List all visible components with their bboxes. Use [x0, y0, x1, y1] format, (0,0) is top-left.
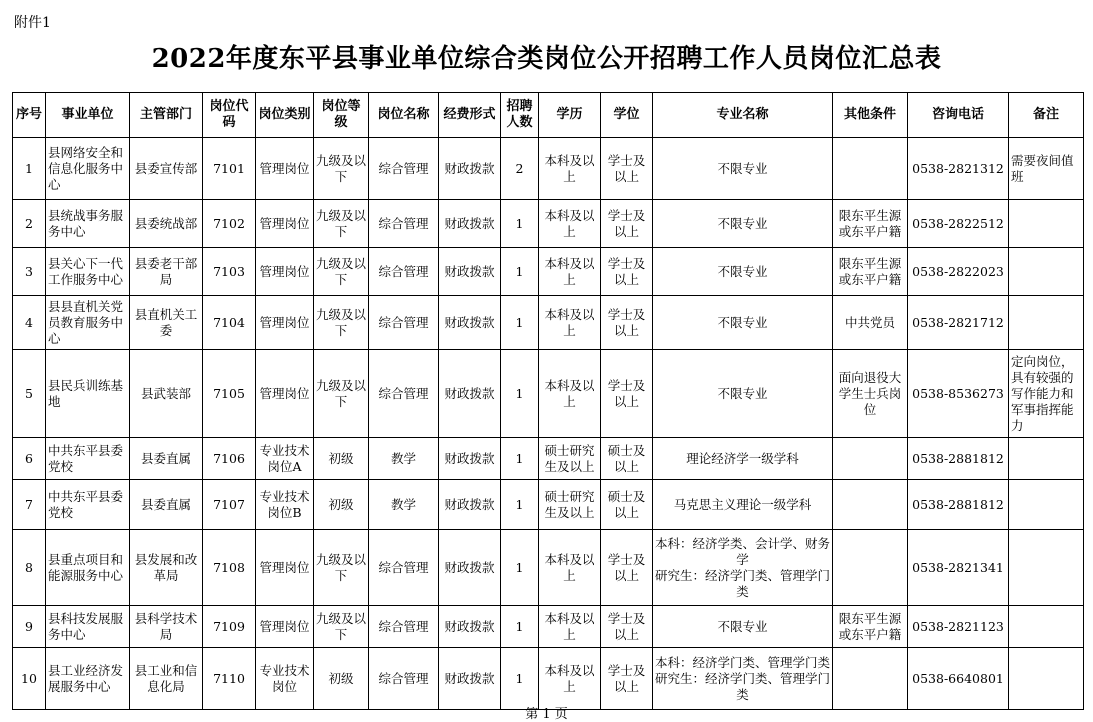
education-cell: 本科及以上	[539, 296, 601, 350]
code-cell: 7102	[203, 200, 256, 248]
code-cell: 7110	[203, 648, 256, 710]
degree-cell: 学士及以上	[601, 530, 653, 606]
positions-table	[12, 92, 1084, 710]
header-cell: 招聘人数	[501, 93, 539, 138]
category-cell: 专业技术岗位A	[256, 438, 314, 480]
header-cell: 序号	[13, 93, 46, 138]
header-cell: 备注	[1009, 93, 1084, 138]
phone-cell: 0538-2822512	[908, 200, 1009, 248]
count-cell: 1	[501, 350, 539, 438]
note-cell	[1009, 648, 1084, 710]
header-cell: 岗位类别	[256, 93, 314, 138]
level-cell: 初级	[314, 438, 369, 480]
count-cell: 2	[501, 138, 539, 200]
level-cell: 九级及以下	[314, 138, 369, 200]
unit-cell: 县统战事务服务中心	[46, 200, 130, 248]
category-cell: 管理岗位	[256, 296, 314, 350]
phone-cell: 0538-2881812	[908, 438, 1009, 480]
row-number: 6	[13, 438, 46, 480]
funding-cell: 财政拨款	[439, 438, 501, 480]
code-cell: 7108	[203, 530, 256, 606]
degree-cell: 学士及以上	[601, 648, 653, 710]
header-cell: 其他条件	[833, 93, 908, 138]
table-row	[13, 648, 1084, 710]
position-name-cell: 综合管理	[369, 296, 439, 350]
education-cell: 本科及以上	[539, 648, 601, 710]
table-row	[13, 606, 1084, 648]
dept-cell: 县武装部	[130, 350, 203, 438]
unit-cell: 县关心下一代工作服务中心	[46, 248, 130, 296]
code-cell: 7104	[203, 296, 256, 350]
category-cell: 管理岗位	[256, 138, 314, 200]
count-cell: 1	[501, 296, 539, 350]
education-cell: 本科及以上	[539, 530, 601, 606]
degree-cell: 学士及以上	[601, 138, 653, 200]
position-name-cell: 综合管理	[369, 138, 439, 200]
header-cell: 岗位代码	[203, 93, 256, 138]
unit-cell: 中共东平县委党校	[46, 480, 130, 530]
header-cell: 学位	[601, 93, 653, 138]
major-cell: 不限专业	[653, 200, 833, 248]
unit-cell: 县工业经济发展服务中心	[46, 648, 130, 710]
degree-cell: 学士及以上	[601, 350, 653, 438]
header-cell: 事业单位	[46, 93, 130, 138]
count-cell: 1	[501, 480, 539, 530]
phone-cell: 0538-2821123	[908, 606, 1009, 648]
note-cell	[1009, 200, 1084, 248]
row-number: 8	[13, 530, 46, 606]
major-cell: 理论经济学一级学科	[653, 438, 833, 480]
dept-cell: 县工业和信息化局	[130, 648, 203, 710]
page-title: 2022年度东平县事业单位综合类岗位公开招聘工作人员岗位汇总表	[151, 44, 942, 74]
table-row	[13, 350, 1084, 438]
category-cell: 管理岗位	[256, 530, 314, 606]
major-cell: 不限专业	[653, 248, 833, 296]
degree-cell: 硕士及以上	[601, 480, 653, 530]
row-number: 4	[13, 296, 46, 350]
degree-cell: 学士及以上	[601, 296, 653, 350]
header-cell: 专业名称	[653, 93, 833, 138]
other-conditions-cell: 限东平生源或东平户籍	[833, 606, 908, 648]
row-number: 5	[13, 350, 46, 438]
count-cell: 1	[501, 248, 539, 296]
position-name-cell: 综合管理	[369, 606, 439, 648]
row-number: 2	[13, 200, 46, 248]
category-cell: 管理岗位	[256, 606, 314, 648]
header-cell: 学历	[539, 93, 601, 138]
funding-cell: 财政拨款	[439, 480, 501, 530]
level-cell: 九级及以下	[314, 296, 369, 350]
degree-cell: 学士及以上	[601, 606, 653, 648]
other-conditions-cell	[833, 480, 908, 530]
dept-cell: 县发展和改革局	[130, 530, 203, 606]
note-cell	[1009, 438, 1084, 480]
degree-cell: 硕士及以上	[601, 438, 653, 480]
dept-cell: 县委宣传部	[130, 138, 203, 200]
education-cell: 本科及以上	[539, 350, 601, 438]
unit-cell: 中共东平县委党校	[46, 438, 130, 480]
header-cell: 主管部门	[130, 93, 203, 138]
code-cell: 7103	[203, 248, 256, 296]
degree-cell: 学士及以上	[601, 200, 653, 248]
note-cell: 定向岗位，具有较强的写作能力和军事指挥能力	[1009, 350, 1084, 438]
major-cell: 不限专业	[653, 350, 833, 438]
dept-cell: 县科学技术局	[130, 606, 203, 648]
major-cell: 不限专业	[653, 606, 833, 648]
category-cell: 管理岗位	[256, 200, 314, 248]
code-cell: 7109	[203, 606, 256, 648]
row-number: 7	[13, 480, 46, 530]
table-row	[13, 200, 1084, 248]
code-cell: 7101	[203, 138, 256, 200]
other-conditions-cell	[833, 530, 908, 606]
level-cell: 九级及以下	[314, 248, 369, 296]
code-cell: 7105	[203, 350, 256, 438]
major-cell: 不限专业	[653, 138, 833, 200]
count-cell: 1	[501, 648, 539, 710]
dept-cell: 县委统战部	[130, 200, 203, 248]
major-cell: 马克思主义理论一级学科	[653, 480, 833, 530]
table-body	[13, 138, 1084, 710]
education-cell: 硕士研究生及以上	[539, 480, 601, 530]
phone-cell: 0538-2822023	[908, 248, 1009, 296]
category-cell: 专业技术岗位B	[256, 480, 314, 530]
note-cell	[1009, 248, 1084, 296]
note-cell	[1009, 530, 1084, 606]
level-cell: 九级及以下	[314, 530, 369, 606]
unit-cell: 县科技发展服务中心	[46, 606, 130, 648]
phone-cell: 0538-2821341	[908, 530, 1009, 606]
position-name-cell: 综合管理	[369, 200, 439, 248]
code-cell: 7106	[203, 438, 256, 480]
degree-cell: 学士及以上	[601, 248, 653, 296]
position-name-cell: 教学	[369, 480, 439, 530]
education-cell: 本科及以上	[539, 606, 601, 648]
dept-cell: 县委直属	[130, 438, 203, 480]
header-cell: 岗位等级	[314, 93, 369, 138]
category-cell: 管理岗位	[256, 248, 314, 296]
dept-cell: 县委直属	[130, 480, 203, 530]
dept-cell: 县委老干部局	[130, 248, 203, 296]
dept-cell: 县直机关工委	[130, 296, 203, 350]
row-number: 3	[13, 248, 46, 296]
category-cell: 专业技术岗位	[256, 648, 314, 710]
note-cell	[1009, 296, 1084, 350]
funding-cell: 财政拨款	[439, 648, 501, 710]
note-cell: 需要夜间值班	[1009, 138, 1084, 200]
phone-cell: 0538-2821312	[908, 138, 1009, 200]
level-cell: 九级及以下	[314, 606, 369, 648]
header-cell: 岗位名称	[369, 93, 439, 138]
table-row	[13, 248, 1084, 296]
other-conditions-cell: 面向退役大学生士兵岗位	[833, 350, 908, 438]
other-conditions-cell: 限东平生源或东平户籍	[833, 248, 908, 296]
education-cell: 本科及以上	[539, 138, 601, 200]
major-cell: 不限专业	[653, 296, 833, 350]
unit-cell: 县县直机关党员教育服务中心	[46, 296, 130, 350]
category-cell: 管理岗位	[256, 350, 314, 438]
other-conditions-cell	[833, 648, 908, 710]
funding-cell: 财政拨款	[439, 248, 501, 296]
other-conditions-cell	[833, 438, 908, 480]
major-cell: 本科：经济学门类、管理学门类 研究生：经济学门类、管理学门类	[653, 648, 833, 710]
unit-cell: 县民兵训练基地	[46, 350, 130, 438]
other-conditions-cell: 限东平生源或东平户籍	[833, 200, 908, 248]
count-cell: 1	[501, 438, 539, 480]
level-cell: 九级及以下	[314, 350, 369, 438]
position-name-cell: 综合管理	[369, 350, 439, 438]
table-row	[13, 480, 1084, 530]
position-name-cell: 教学	[369, 438, 439, 480]
unit-cell: 县重点项目和能源服务中心	[46, 530, 130, 606]
level-cell: 初级	[314, 480, 369, 530]
funding-cell: 财政拨款	[439, 200, 501, 248]
table-row	[13, 438, 1084, 480]
education-cell: 硕士研究生及以上	[539, 438, 601, 480]
level-cell: 初级	[314, 648, 369, 710]
funding-cell: 财政拨款	[439, 350, 501, 438]
phone-cell: 0538-2881812	[908, 480, 1009, 530]
code-cell: 7107	[203, 480, 256, 530]
education-cell: 本科及以上	[539, 248, 601, 296]
page-number: 第 1 页	[525, 707, 568, 722]
other-conditions-cell	[833, 138, 908, 200]
count-cell: 1	[501, 530, 539, 606]
education-cell: 本科及以上	[539, 200, 601, 248]
phone-cell: 0538-2821712	[908, 296, 1009, 350]
attachment-label: 附件1	[14, 15, 51, 31]
table-row	[13, 530, 1084, 606]
row-number: 10	[13, 648, 46, 710]
funding-cell: 财政拨款	[439, 606, 501, 648]
header-cell: 咨询电话	[908, 93, 1009, 138]
count-cell: 1	[501, 200, 539, 248]
header-row	[13, 93, 1084, 138]
unit-cell: 县网络安全和信息化服务中心	[46, 138, 130, 200]
major-cell: 本科：经济学类、会计学、财务学 研究生：经济学门类、管理学门类	[653, 530, 833, 606]
other-conditions-cell: 中共党员	[833, 296, 908, 350]
note-cell	[1009, 480, 1084, 530]
row-number: 1	[13, 138, 46, 200]
funding-cell: 财政拨款	[439, 530, 501, 606]
position-name-cell: 综合管理	[369, 648, 439, 710]
count-cell: 1	[501, 606, 539, 648]
header-cell: 经费形式	[439, 93, 501, 138]
row-number: 9	[13, 606, 46, 648]
level-cell: 九级及以下	[314, 200, 369, 248]
phone-cell: 0538-6640801	[908, 648, 1009, 710]
position-name-cell: 综合管理	[369, 530, 439, 606]
table-row	[13, 138, 1084, 200]
funding-cell: 财政拨款	[439, 138, 501, 200]
phone-cell: 0538-8536273	[908, 350, 1009, 438]
position-name-cell: 综合管理	[369, 248, 439, 296]
table-row	[13, 296, 1084, 350]
funding-cell: 财政拨款	[439, 296, 501, 350]
note-cell	[1009, 606, 1084, 648]
